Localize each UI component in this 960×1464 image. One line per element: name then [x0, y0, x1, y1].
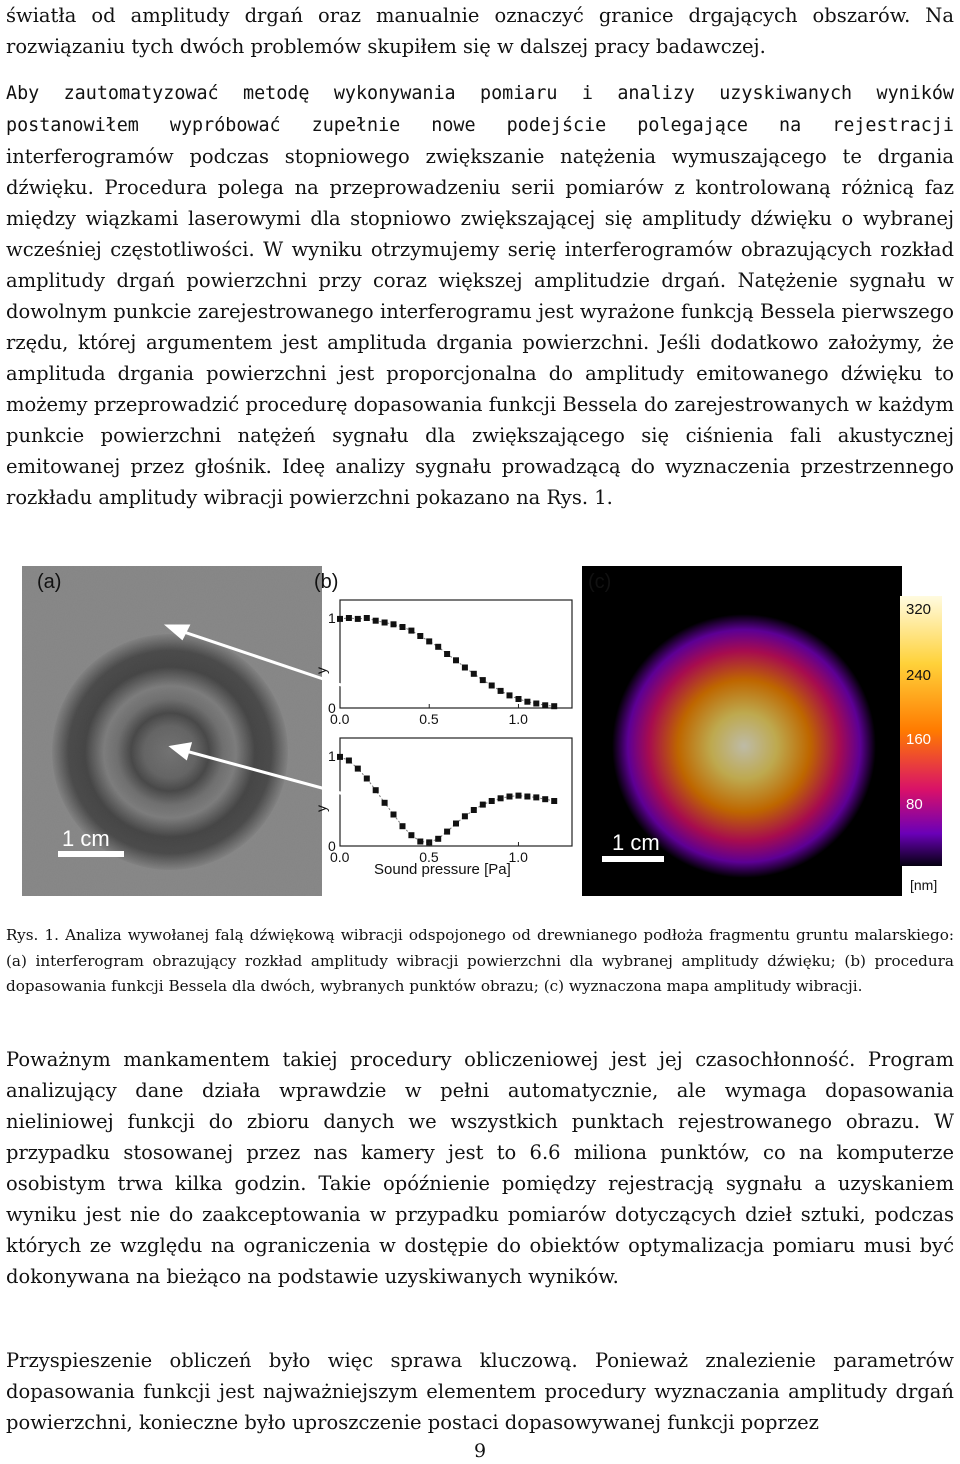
x-tick-label: 0.0 [330, 849, 350, 865]
data-point [337, 754, 343, 760]
colorbar-tick-320: 320 [906, 601, 932, 618]
data-point [480, 677, 486, 683]
paragraph-1: światła od amplitudy drgań oraz manualnie oznaczyć granice drgających obszarów. Na rozwiązaniu tych dwóch problemów skupiłem się w dalszej pracy badawczej. [6, 4, 954, 58]
paragraph-2-mono-part: Aby zautomatyzować metodę wykonywania pomiaru i analizy uzyskiwanych wyników postanowiłem wypróbować zupełnie nowe podejście polegające na rejestracji [6, 83, 954, 136]
data-point [355, 616, 361, 622]
data-point [462, 813, 468, 819]
y-axis-label-bottom: y [313, 805, 329, 812]
data-point [551, 703, 557, 709]
data-point [507, 692, 513, 698]
x-tick-label: 0.5 [419, 711, 439, 727]
data-point [551, 798, 557, 804]
data-point [542, 702, 548, 708]
data-point [471, 807, 477, 813]
data-point [489, 798, 495, 804]
data-point [533, 701, 539, 707]
data-point [516, 793, 522, 799]
figure-svg [22, 566, 942, 896]
paragraph-3: Poważnym mankamentem takiej procedury obliczeniowej jest jej czasochłonność. Program analizujący dane działa wprawdzie w pełni automatycznie, ale wymaga dopasowania nieliniowej funkcji do zbioru danych we wszystkich punktach rejestrowanego obrazu. W przypadku stosowanej przez nas kamery jest to 6.6 miliona punktów, co na komputerze osobistym trwa kilka godzin. Takie opóźnienie pomiędzy rejestracją sygnału a uzyskaniem wyniku jest nie do zaakceptowania w przypadku pomiarów dotyczących dzieł sztuki, podczas których ze względu na ograniczenia w dostępie do obiektów optymalizacja pomiaru musi być dokonywana na bieżąco na podstawie uzyskiwanych wyników. [6, 1048, 954, 1288]
data-point [453, 821, 459, 827]
data-point [373, 787, 379, 793]
data-point [498, 688, 504, 694]
colorbar-tick-240: 240 [906, 667, 932, 684]
data-point [408, 832, 414, 838]
data-point [382, 620, 388, 626]
page-number: 9 [473, 1440, 487, 1462]
data-point [480, 802, 486, 808]
data-point [391, 621, 397, 627]
data-point [435, 836, 441, 842]
scale-bar-c [602, 856, 664, 862]
y-tick-label: 0 [328, 838, 336, 854]
panel-c-amplitude-map [582, 566, 942, 896]
paragraph-2-rest: interferogramów podczas stopniowego zwiększanie natężenia wymuszającego te drgania dźwięku. Procedura polega na przeprowadzeniu serii pomiarów z kontrolowaną różnicą faz między wiązkami laserowymi dla stopniowo zwiększającej się amplitudy dźwięku o wybranej wcześniej częstotliwości. W wyniku otrzymujemy serię interferogramów obrazujących rozkład amplitudy drgań powierzchni przy coraz większej amplitudzie drgań. Natężenie sygnału w dowolnym punkcie zarejestrowanego interferogramu jest wyrażone funkcją Bessela pierwszego rzędu, której argumentem jest amplituda drgania powierzchni. Jeśli dodatkowo założymy, że amplituda drgania powierzchni jest proporcjonalna do amplitudy emitowanego dźwięku to możemy przeprowadzić procedurę dopasowania funkcji Bessela do zarejestrowanych w każdym punkcie powierzchni natężeń sygnału dla zwiększającego się ciśnienia fali akustycznej emitowanej przez głośnik. Ideę analizy sygnału prowadzącą do wyznaczenia przestrzennego rozkładu amplitudy wibracji powierzchni pokazano na Rys. 1. [6, 145, 954, 509]
panel-label-c: (c) [588, 571, 612, 593]
data-point [444, 829, 450, 835]
data-point [498, 795, 504, 801]
data-point [489, 683, 495, 689]
data-point [346, 615, 352, 621]
paragraph-4: Przyspieszenie obliczeń było więc sprawa kluczową. Ponieważ znalezienie parametrów dopasowania funkcji jest najważniejszym elementem procedury wyznaczania amplitudy drgań powierzchni, konieczne było uproszczenie postaci dopasowywanej funkcji poprzez [6, 1349, 954, 1434]
scale-bar-a [58, 851, 124, 857]
panel-b-graphs [313, 566, 582, 896]
panel-label-a: (a) [37, 571, 62, 593]
x-tick-label: 1.0 [508, 711, 528, 727]
y-axis-label-top: y [313, 667, 329, 674]
data-point [533, 794, 539, 800]
scale-label-c: 1 cm [612, 830, 660, 855]
y-tick-label: 1 [328, 748, 336, 764]
colorbar-tick-160: 160 [906, 731, 932, 748]
data-point [471, 671, 477, 677]
data-point [337, 616, 343, 622]
data-point [426, 638, 432, 644]
figure-caption: Rys. 1. Analiza wywołanej falą dźwiękową wibracji odspojonego od drewnianego podłoża fragmentu gruntu malarskiego: (a) interferogram obrazujący rozkład amplitudy wibracji powierzchni dla wybranej amplitudy dźwięku; (b) procedura dopasowania funkcji Bessela dla dwóch, wybranych punktów obrazu; (c) wyznaczona mapa amplitudy wibracji. [6, 926, 954, 995]
x-tick-label: 0.5 [419, 849, 439, 865]
data-point [417, 633, 423, 639]
scale-label-a: 1 cm [62, 826, 110, 851]
data-point [400, 624, 406, 630]
data-point [435, 644, 441, 650]
y-tick-label: 0 [328, 700, 336, 716]
paragraph-2 [6, 77, 954, 513]
data-point [364, 615, 370, 621]
data-point [382, 800, 388, 806]
data-point [524, 699, 530, 705]
data-point [524, 794, 530, 800]
panel-a-interferogram [22, 566, 322, 896]
data-point [444, 651, 450, 657]
colorbar-tick-80: 80 [906, 796, 923, 813]
x-tick-label: 0.0 [330, 711, 350, 727]
data-point [417, 839, 423, 845]
y-tick-label: 1 [328, 610, 336, 626]
x-tick-label: 1.0 [508, 849, 528, 865]
data-point [346, 758, 352, 764]
data-point [516, 696, 522, 702]
data-point [373, 618, 379, 624]
data-point [462, 665, 468, 671]
data-point [408, 628, 414, 634]
data-point [453, 657, 459, 663]
data-point [355, 766, 361, 772]
data-point [507, 794, 513, 800]
data-point [364, 776, 370, 782]
x-axis-label: Sound pressure [Pa] [374, 861, 511, 878]
data-point [542, 796, 548, 802]
figure-1 [22, 566, 942, 896]
colorbar-unit: [nm] [910, 877, 938, 893]
panel-label-b: (b) [314, 571, 339, 593]
data-point [400, 823, 406, 829]
data-point [391, 812, 397, 818]
